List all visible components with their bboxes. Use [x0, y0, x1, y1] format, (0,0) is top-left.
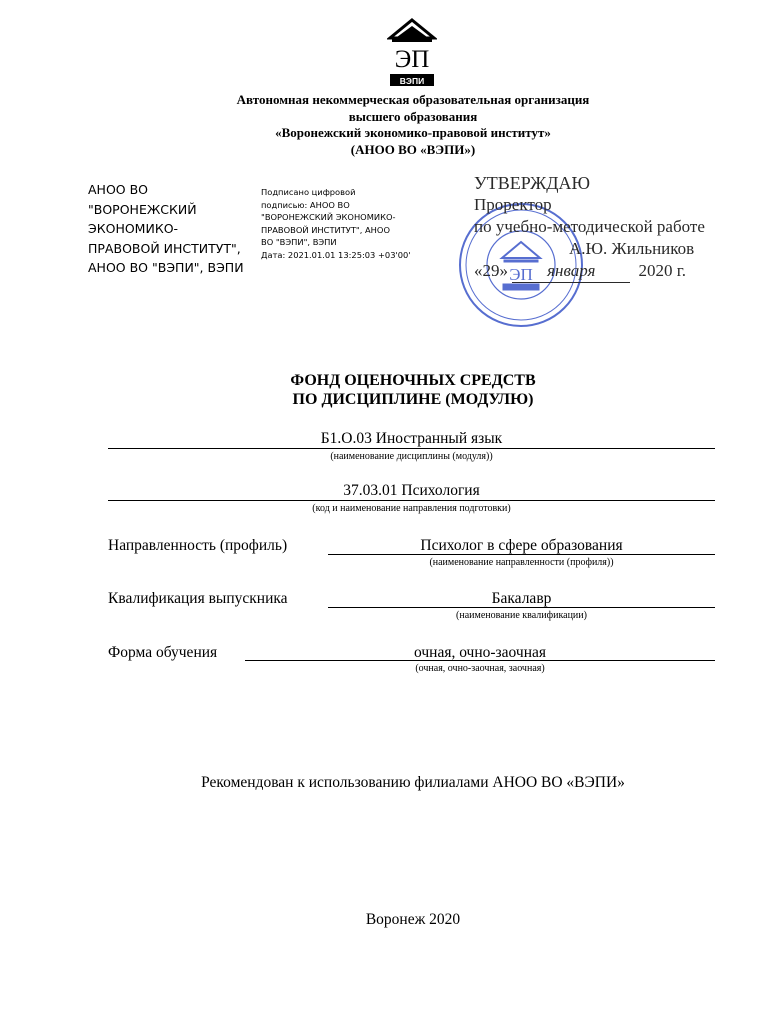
study-form-label: Форма обучения: [108, 644, 218, 661]
logo-graphic: [387, 18, 437, 88]
approval-block: [474, 172, 705, 283]
discipline-value: Б1.О.03 Иностранный язык: [320, 430, 503, 447]
institute-logo: [387, 18, 437, 88]
profile-label: Направленность (профиль): [108, 537, 288, 554]
org-line: Автономная некоммерческая образовательная организация: [236, 92, 590, 107]
approval-signer: А.Ю. Жильников: [569, 239, 695, 258]
qualification-underline: [328, 607, 715, 608]
direction-value: 37.03.01 Психология: [343, 482, 480, 499]
signature-owner: АНОО ВО "ВОРОНЕЖСКИЙ ЭКОНОМИКО- ПРАВОВОЙ ИНСТИТУТ", АНОО ВО "ВЭПИ", ВЭПИ: [88, 182, 244, 275]
direction-caption: (код и наименование направления подготовки): [312, 503, 511, 514]
qualification-value: Бакалавр: [491, 590, 552, 607]
recommendation-text: Рекомендован к использованию филиалами АНОО ВО «ВЭПИ»: [201, 774, 625, 791]
study-form-caption: (очная, очно-заочная, заочная): [415, 663, 545, 674]
signature-details: Подписано цифровой подписью: АНОО ВО "ВОРОНЕЖСКИЙ ЭКОНОМИКО- ПРАВОВОЙ ИНСТИТУТ", АНОО ВО "ВЭПИ", ВЭПИ Дата: 2021.01.01 13:25:03 +03'00': [261, 187, 411, 260]
org-line: «Воронежский экономико-правовой институт»: [275, 125, 551, 140]
approval-heading: УТВЕРЖДАЮ: [474, 173, 591, 193]
org-line: (АНОО ВО «ВЭПИ»): [350, 141, 476, 157]
qualification-label: Квалификация выпускника: [108, 590, 288, 607]
organization-header: [100, 92, 726, 158]
profile-caption: (наименование направленности (профиля)): [429, 557, 614, 568]
discipline-underline: [108, 448, 715, 449]
direction-underline: [108, 500, 715, 501]
study-form-underline: [245, 660, 715, 661]
logo-letters: ЭП: [394, 46, 430, 73]
discipline-caption: (наименование дисциплины (модуля)): [330, 451, 493, 462]
svg-text:ЭП: ЭП: [509, 265, 533, 284]
study-form-value: очная, очно-заочная: [414, 644, 546, 661]
org-line: высшего образования: [348, 108, 478, 124]
approval-position-2: по учебно-методической работе: [474, 217, 705, 236]
qualification-caption: (наименование квалификации): [456, 610, 587, 621]
logo-caption: ВЭПИ: [399, 76, 425, 86]
approval-position: Проректор: [474, 195, 552, 214]
profile-underline: [328, 554, 715, 555]
city-year: Воронеж 2020: [365, 911, 461, 928]
document-title: ФОНД ОЦЕНОЧНЫХ СРЕДСТВ ПО ДИСЦИПЛИНЕ (МОДУЛЮ): [290, 372, 536, 408]
profile-value: Психолог в сфере образования: [420, 537, 623, 554]
approval-date: «29» января 2020 г.: [474, 260, 705, 283]
